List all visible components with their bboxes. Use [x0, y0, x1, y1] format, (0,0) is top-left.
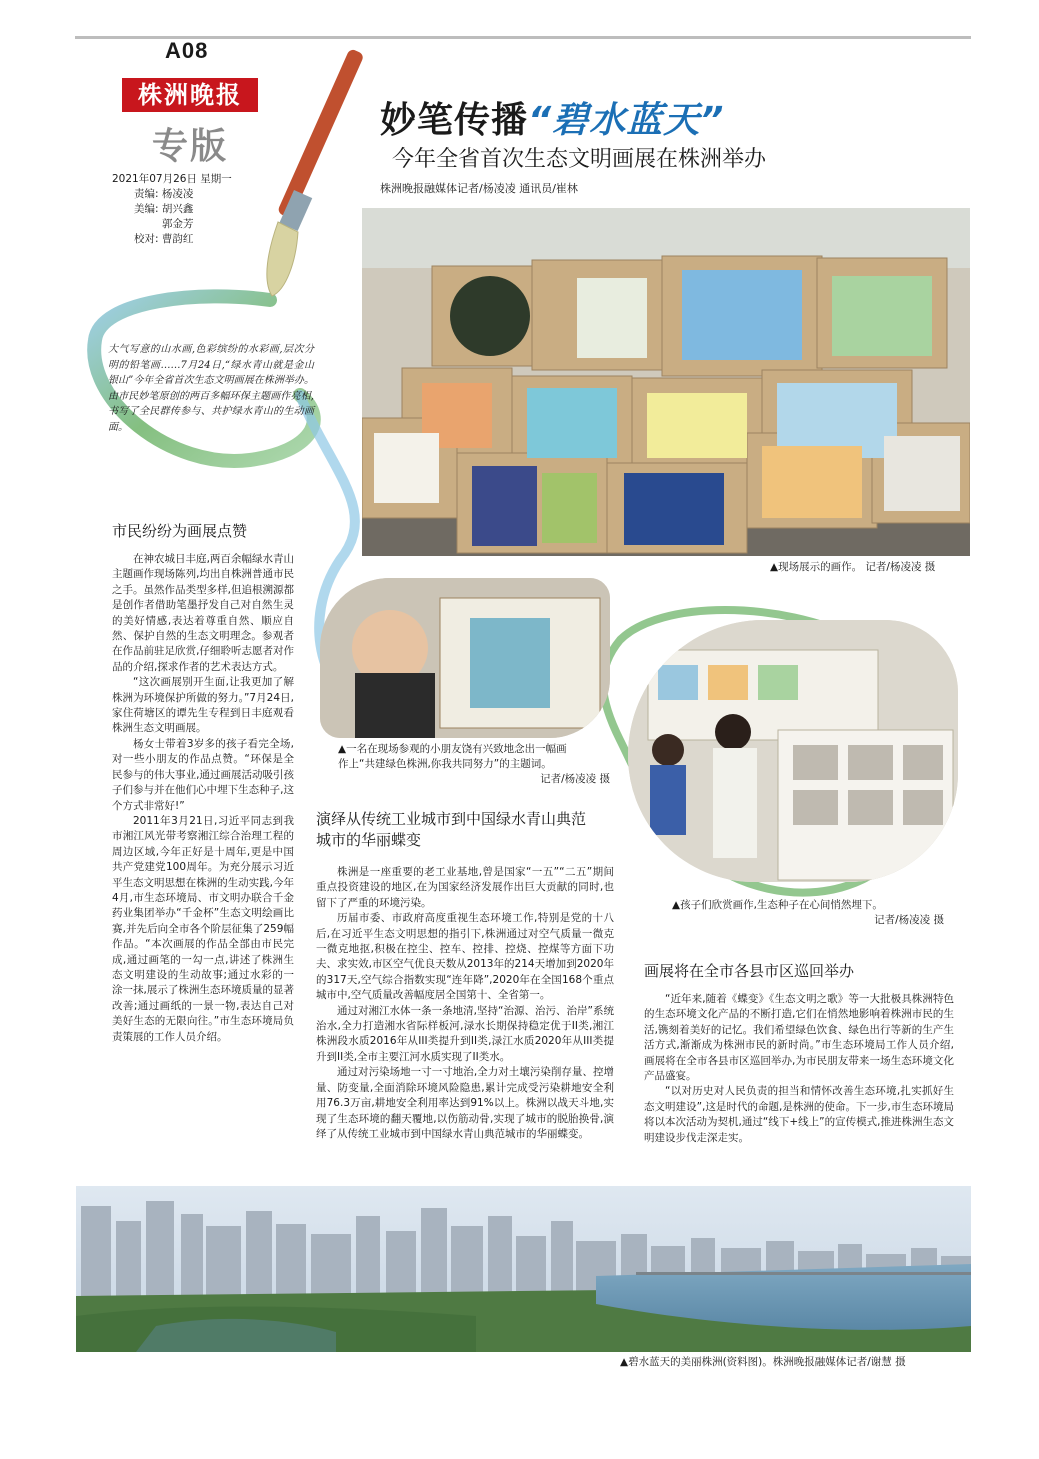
section-heading: 演绎从传统工业城市到中国绿水青山典范 城市的华丽蝶变: [316, 810, 587, 849]
intro-paragraph: 大气写意的山水画,色彩缤纷的水彩画,层次分明的铅笔画……7月24日,“绿水青山就是金山银山”今年全省首次生态文明画展在株洲举办。由市民妙笔原创的两百多幅环保主题画作亮相,书写了全民群传参与、共护绿水青山的生动画面。: [108, 344, 314, 433]
kids-photo: [628, 620, 958, 882]
section-body: [644, 992, 954, 1146]
credit-line: 郭金芳: [162, 218, 194, 230]
city-panorama-photo: [76, 1186, 971, 1352]
city-photo-caption: ▲碧水蓝天的美丽株洲(资料图)。株洲晚报融媒体记者/谢慧 摄: [620, 1356, 906, 1368]
paragraph: 历届市委、市政府高度重视生态环境工作,特别是党的十八后,在习近平生态文明思想的指引下,株洲通过对空气质量一微克一微克地抠,积极在控尘、控车、控排、控烧、控煤等方面下功夫、求实效,市区空气优良天数从2013年的214天增加到2020年的317天,空气综合指数实现“连年降”,2020年在全国168个重点城市中,空气质量改善幅度居全国第十、全省第一。: [316, 912, 614, 1002]
section-heading: 市民纷纷为画展点赞: [112, 522, 248, 540]
paragraph: “这次画展别开生面,让我更加了解株洲为环境保护所做的努力。”7月24日,家住荷塘区的谭先生专程到日丰庭观看株洲生态文明画展。: [112, 676, 294, 735]
headline: [380, 92, 724, 143]
credit-line: 责编: 杨凌凌: [134, 188, 194, 200]
paintbrush-icon: [267, 48, 365, 296]
paragraph: 通过对湘江水体一条一条地清,坚持“治源、治污、治岸”系统治水,全力打造湘水省际样板河,渌水长期保持稳定优于II类,湘江株洲段水质2016年从III类提升到II类,渌江水质2020年从III类提升到II类,全市主要江河水质实现了II类水。: [316, 1004, 614, 1063]
main-photo-painting-boxes: [362, 208, 970, 556]
paragraph: 2011年3月21日,习近平同志到我市湘江风光带考察湘江综合治理工程的周边区域,今年正好是十周年,更是中国共产党建党100周年。为充分展示习近平生态文明思想在株洲的生动实践,今年4月,市生态环境局、市文明办联合千金药业集团举办“千金杯”生态文明绘画比赛,并先后向全市各个阶层征集了259幅作品。“本次画展的作品全部由市民完成,通过画笔的一勾一点,讲述了株洲生态文明建设的生动故事;通过水彩的一涂一抹,展示了株洲生态环境质量的显著改善;通过画纸的一景一物,表达自己对美好生态的无限向往。”市生态环境局负责策展的工作人员介绍。: [112, 814, 294, 1043]
main-photo-caption: ▲现场展示的画作。 记者/杨凌凌 摄: [770, 561, 936, 573]
newspaper-masthead: 株洲晚报: [122, 78, 258, 112]
credit-line: 校对: 曹韵红: [134, 233, 194, 245]
subheadline: 今年全省首次生态文明画展在株洲举办: [392, 147, 767, 172]
headline-prefix: 妙笔传播: [380, 100, 529, 141]
section-heading: 画展将在全市各县市区巡回举办: [644, 962, 855, 980]
section-body: [316, 865, 614, 1142]
credit-line: 美编: 胡兴鑫: [134, 203, 194, 215]
child-photo-caption: ▲一名在现场参观的小朋友饶有兴致地念出一幅画 作上“共建绿色株洲,你我共同努力”的主题词。 记者/杨凌凌 摄: [338, 743, 610, 785]
child-photo: [320, 578, 610, 738]
section-body: [112, 552, 294, 1045]
paragraph: 杨女士带着3岁多的孩子看完全场,对一些小朋友的作品点赞。“环保是全民参与的伟大事业,通过画展活动吸引孩子们参与并在他们心中埋下生态种子,这个方式非常好!”: [112, 737, 294, 812]
page-number: A08: [165, 38, 209, 63]
paragraph: 通过对污染场地一寸一寸地治,全力对土壤污染削存量、控增量、防变量,全面消除环境风险隐患,累计完成受污染耕地安全利用76.3万亩,耕地安全利用率达到91%以上。株洲以战天斗地,实现了生态环境的翻天覆地,以伤筋动骨,实现了城市的脱胎换骨,演绎了从传统工业城市到中国绿水青山典范城市的华丽蝶变。: [316, 1066, 614, 1140]
byline: 株洲晚报融媒体记者/杨凌凌 通讯员/崔林: [380, 182, 578, 195]
section-title: 专版: [152, 125, 229, 167]
kids-photo-caption: ▲孩子们欣赏画作,生态种子在心间悄然埋下。 记者/杨凌凌 摄: [672, 899, 944, 926]
headline-highlight: “碧水蓝天”: [528, 100, 725, 141]
paragraph: “近年来,随着《蝶变》《生态文明之歌》等一大批极具株洲特色的生态环境文化产品的不断打造,它们在悄然地影响着株洲市民的生活,镌刻着美好的记忆。我们希望绿色饮食、绿色出行等新的生产生活方式,渐渐成为株洲市民的新时尚。”市生态环境局工作人员介绍,画展将在全市各县市区巡回举办,为市民朋友带来一场生态环境文化产品盛宴。: [644, 993, 954, 1083]
paragraph: 在神农城日丰庭,两百余幅绿水青山主题画作现场陈列,均出自株洲普通市民之手。虽然作品类型多样,但追根溯源都是创作者借助笔墨抒发自己对自然生灵的美好情感,表达着尊重自然、顺应自然、保护自然的生态文明理念。参观者在作品前驻足欣赏,仔细聆听志愿者对作品的介绍,探求作者的艺术表达方式。: [112, 553, 294, 673]
issue-date: 2021年07月26日 星期一: [112, 173, 232, 185]
paragraph: “以对历史对人民负责的担当和情怀改善生态环境,扎实抓好生态文明建设”,这是时代的命题,是株洲的使命。下一步,市生态环境局将以本次活动为契机,通过“线下+线上”的宣传模式,推进株洲生态文明建设步伐走深走实。: [644, 1085, 954, 1144]
paragraph: 株洲是一座重要的老工业基地,曾是国家“一五”“二五”期间重点投资建设的地区,在为国家经济发展作出巨大贡献的同时,也留下了严重的环境污染。: [316, 866, 614, 909]
